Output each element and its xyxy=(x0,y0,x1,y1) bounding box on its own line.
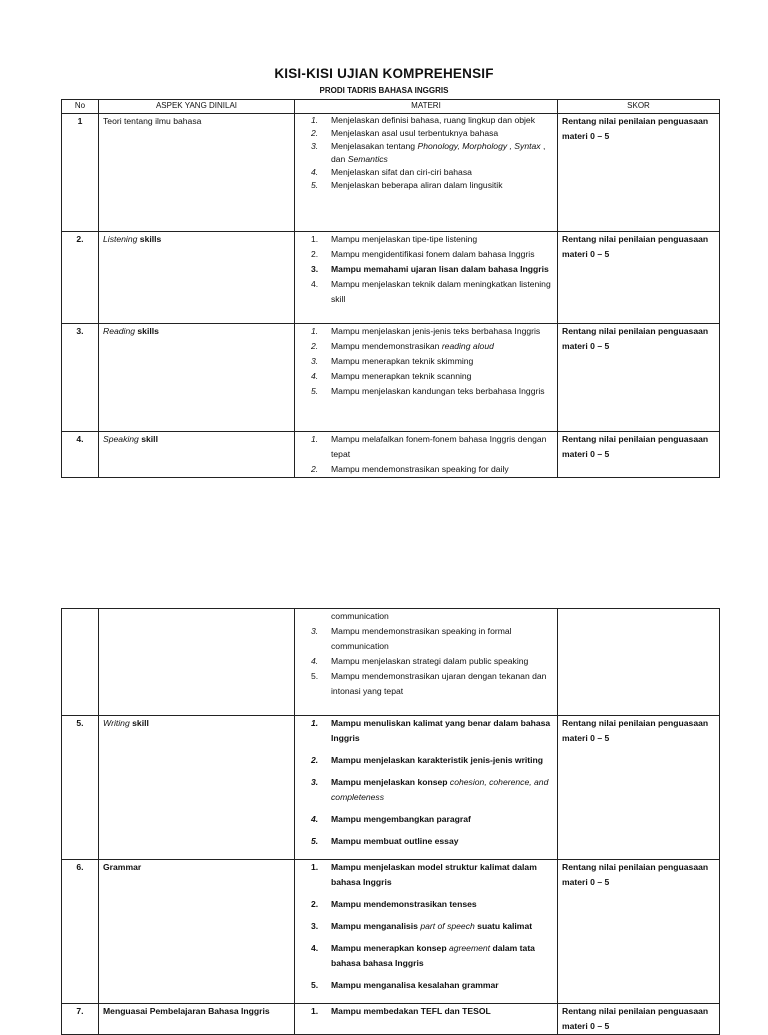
table-row xyxy=(62,432,720,478)
grid-table-page-2 xyxy=(61,608,720,1035)
row-aspek: Listening skills xyxy=(99,232,295,324)
table-row xyxy=(62,324,720,432)
table-row xyxy=(62,860,720,1004)
row-aspek: Menguasai Pembelajaran Bahasa Inggris xyxy=(99,1004,295,1035)
table-row xyxy=(62,716,720,860)
row-materi: communication 3. Mampu mendemonstrasikan speaking in formal communication 4. Mampu menjelaskan strategi dalam public speaking 5. Mampu mendemonstrasikan ujaran dengan tekanan dan intonasi yang tepat xyxy=(295,609,558,716)
row-aspek: Speaking skill xyxy=(99,432,295,478)
row-skor: Rentang nilai penilaian penguasaan materi 0 – 5 xyxy=(558,324,720,432)
row-skor: Rentang nilai penilaian penguasaan materi 0 – 5 xyxy=(558,432,720,478)
grid-table-page-1 xyxy=(61,99,720,478)
row-aspek: Reading skills xyxy=(99,324,295,432)
table-row xyxy=(62,114,720,232)
row-skor xyxy=(558,609,720,716)
header-aspek: ASPEK YANG DINILAI xyxy=(99,100,295,114)
row-no: 4. xyxy=(62,432,99,478)
table-row xyxy=(62,1004,720,1035)
row-materi: 1. Mampu menjelaskan model struktur kalimat dalam bahasa Inggris 2. Mampu mendemonstrasikan tenses 3. Mampu menganalisis part of speech suatu kalimat 4. Mampu menerapkan konsep agreement dalam tata bahasa bahasa Inggris 5. Mampu menganalisa kesalahan grammar xyxy=(295,860,558,1004)
row-materi: 1. Mampu menjelaskan tipe-tipe listening 2. Mampu mengidentifikasi fonem dalam bahasa Inggris 3. Mampu memahami ujaran lisan dalam bahasa Inggris 4. Mampu menjelaskan teknik dalam meningkatkan listening skill xyxy=(295,232,558,324)
row-materi: 1. Mampu melafalkan fonem-fonem bahasa Inggris dengan tepat 2. Mampu mendemonstrasikan speaking for daily xyxy=(295,432,558,478)
header-skor: SKOR xyxy=(558,100,720,114)
row-materi: 1. Mampu membedakan TEFL dan TESOL xyxy=(295,1004,558,1035)
row-no: 2. xyxy=(62,232,99,324)
document-subtitle: PRODI TADRIS BAHASA INGGRIS xyxy=(319,86,449,95)
row-materi: 1. Menjelaskan definisi bahasa, ruang lingkup dan objek 2. Menjelaskan asal usul terbentuknya bahasa 3. Menjelasakan tentang Phonology, Morphology , Syntax , dan Semantics 4. Menjelaskan sifat dan ciri-ciri bahasa 5. Menjelaskan beberapa aliran dalam lingusitik xyxy=(295,114,558,232)
header-materi: MATERI xyxy=(295,100,558,114)
row-no: 3. xyxy=(62,324,99,432)
row-no: 7. xyxy=(62,1004,99,1035)
row-aspek: Grammar xyxy=(99,860,295,1004)
row-aspek: Writing skill xyxy=(99,716,295,860)
row-skor: Rentang nilai penilaian penguasaan materi 0 – 5 xyxy=(558,232,720,324)
row-aspek: Teori tentang ilmu bahasa xyxy=(99,114,295,232)
document-title: KISI-KISI UJIAN KOMPREHENSIF xyxy=(274,66,494,81)
row-no: 5. xyxy=(62,716,99,860)
row-no: 6. xyxy=(62,860,99,1004)
row-materi: 1. Mampu menuliskan kalimat yang benar dalam bahasa Inggris 2. Mampu menjelaskan karakteristik jenis-jenis writing 3. Mampu menjelaskan konsep cohesion, coherence, and completeness 4. Mampu mengembangkan paragraf 5. Mampu membuat outline essay xyxy=(295,716,558,860)
row-skor: Rentang nilai penilaian penguasaan materi 0 – 5 xyxy=(558,716,720,860)
table-row xyxy=(62,609,720,716)
row-skor: Rentang nilai penilaian penguasaan materi 0 – 5 xyxy=(558,1004,720,1035)
row-materi: 1. Mampu menjelaskan jenis-jenis teks berbahasa Inggris 2. Mampu mendemonstrasikan reading aloud 3. Mampu menerapkan teknik skimming 4. Mampu menerapkan teknik scanning 5. Mampu menjelaskan kandungan teks berbahasa Inggris xyxy=(295,324,558,432)
row-no xyxy=(62,609,99,716)
row-skor: Rentang nilai penilaian penguasaan materi 0 – 5 xyxy=(558,114,720,232)
row-skor: Rentang nilai penilaian penguasaan materi 0 – 5 xyxy=(558,860,720,1004)
row-aspek xyxy=(99,609,295,716)
header-no: No xyxy=(62,100,99,114)
row-no: 1 xyxy=(62,114,99,232)
table-row xyxy=(62,232,720,324)
